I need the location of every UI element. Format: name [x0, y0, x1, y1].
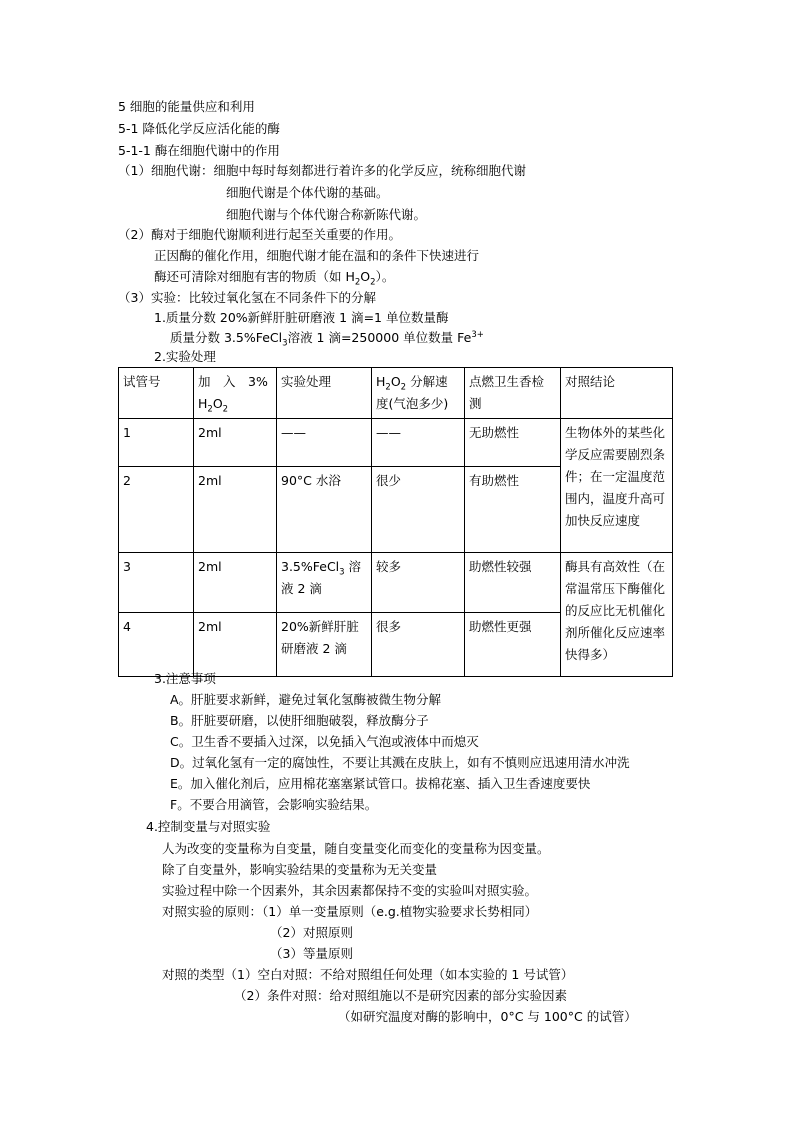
header-rate: $H_2O_2$ 分解速度(气泡多少) — [372, 368, 465, 419]
cell-rate: 较多 — [372, 553, 465, 613]
principle-3: （3）等量原则 — [270, 946, 353, 961]
note-d: D。过氧化氢有一定的腐蚀性，不要让其溅在皮肤上，如有不慎则应迅速用清水冲洗 — [170, 755, 630, 770]
cell-add: 2ml — [194, 553, 277, 613]
point3-lead: （3）实验：比较过氧化氢在不同条件下的分解 — [118, 290, 376, 305]
table-header-row — [119, 368, 673, 419]
note-b: B。肝脏要研磨，以使肝细胞破裂，释放酶分子 — [170, 713, 429, 728]
subsection-heading: 5-1-1 酶在细胞代谢中的作用 — [118, 143, 280, 158]
cell-rate: 很多 — [372, 613, 465, 677]
cell-treatment: —— — [277, 419, 372, 467]
cell-treatment: 3.5%FeCl$_3$ 溶液 2 滴 — [277, 553, 372, 613]
type-2: （2）条件对照：给对照组施以不是研究因素的部分实验因素 — [234, 988, 567, 1003]
conclusion-efficiency: 酶具有高效性（在常温常压下酶催化的反应比无机催化剂所催化反应速率快得多） — [561, 553, 673, 677]
header-detect: 点燃卫生香检测 — [465, 368, 561, 419]
control-line2: 除了自变量外，影响实验结果的变量称为无关变量 — [162, 862, 438, 877]
principle-1: 对照实验的原则：（1）单一变量原则（e.g.植物实验要求长势相同） — [162, 904, 538, 919]
point2-line2: 正因酶的催化作用，细胞代谢才能在温和的条件下快速进行 — [154, 248, 480, 263]
cell-add: 2ml — [194, 613, 277, 677]
header-treatment: 实验处理 — [277, 368, 372, 419]
type-2-example: （如研究温度对酶的影响中，0°C 与 100°C 的试管） — [338, 1009, 637, 1024]
note-e: E。加入催化剂后，应用棉花塞塞紧试管口。拔棉花塞、插入卫生香速度要快 — [170, 776, 591, 791]
point3-item1b: 质量分数 3.5%FeCl$_3$溶液 1 滴=250000 单位数量 $Fe^{3+}$ — [170, 329, 484, 349]
notes-title: 3.注意事项 — [154, 671, 216, 686]
note-a: A。肝脏要求新鲜，避免过氧化氢酶被微生物分解 — [170, 692, 442, 707]
cell-tube: 2 — [119, 467, 194, 553]
chapter-heading: 5 细胞的能量供应和利用 — [118, 99, 255, 114]
point3-item2: 2.实验处理 — [154, 349, 216, 364]
cell-rate: 很少 — [372, 467, 465, 553]
cell-tube: 3 — [119, 553, 194, 613]
cell-detect: 有助燃性 — [465, 467, 561, 553]
cell-add: 2ml — [194, 467, 277, 553]
control-line1: 人为改变的变量称为自变量，随自变量变化而变化的变量称为因变量。 — [162, 841, 550, 856]
section-heading: 5-1 降低化学反应活化能的酶 — [118, 121, 280, 136]
point1-lead: （1）细胞代谢：细胞中每时每刻都进行着许多的化学反应，统称细胞代谢 — [118, 163, 526, 178]
header-conclusion: 对照结论 — [561, 368, 673, 419]
cell-detect: 助燃性较强 — [465, 553, 561, 613]
cell-treatment: 90°C 水浴 — [277, 467, 372, 553]
point2-lead: （2）酶对于细胞代谢顺利进行起至关重要的作用。 — [118, 227, 401, 242]
point1-line2: 细胞代谢是个体代谢的基础。 — [226, 185, 389, 200]
experiment-table — [118, 367, 673, 677]
cell-rate: —— — [372, 419, 465, 467]
header-add: 加 入 3% $H_2O_2$ — [194, 368, 277, 419]
cell-treatment: 20%新鲜肝脏研磨液 2 滴 — [277, 613, 372, 677]
note-f: F。不要合用滴管，会影响实验结果。 — [170, 797, 378, 812]
cell-tube: 4 — [119, 613, 194, 677]
table-row — [119, 553, 673, 613]
cell-detect: 无助燃性 — [465, 419, 561, 467]
cell-add: 2ml — [194, 419, 277, 467]
type-1: 对照的类型（1）空白对照：不给对照组任何处理（如本实验的 1 号试管） — [162, 967, 574, 982]
principle-2: （2）对照原则 — [270, 925, 353, 940]
point2-line3: 酶还可清除对细胞有害的物质（如 $H_2O_2$）。 — [154, 269, 395, 288]
note-c: C。卫生香不要插入过深，以免插入气泡或液体中而熄灭 — [170, 734, 479, 749]
point3-item1a: 1.质量分数 20%新鲜肝脏研磨液 1 滴=1 单位数量酶 — [154, 310, 449, 325]
table-row — [119, 419, 673, 467]
control-title: 4.控制变量与对照实验 — [146, 819, 271, 834]
header-tube: 试管号 — [119, 368, 194, 419]
conclusion-thermal: 生物体外的某些化学反应需要剧烈条件；在一定温度范围内，温度升高可加快反应速度 — [561, 419, 673, 553]
cell-detect: 助燃性更强 — [465, 613, 561, 677]
cell-tube: 1 — [119, 419, 194, 467]
control-line3: 实验过程中除一个因素外，其余因素都保持不变的实验叫对照实验。 — [162, 883, 538, 898]
point1-line3: 细胞代谢与个体代谢合称新陈代谢。 — [226, 207, 427, 222]
